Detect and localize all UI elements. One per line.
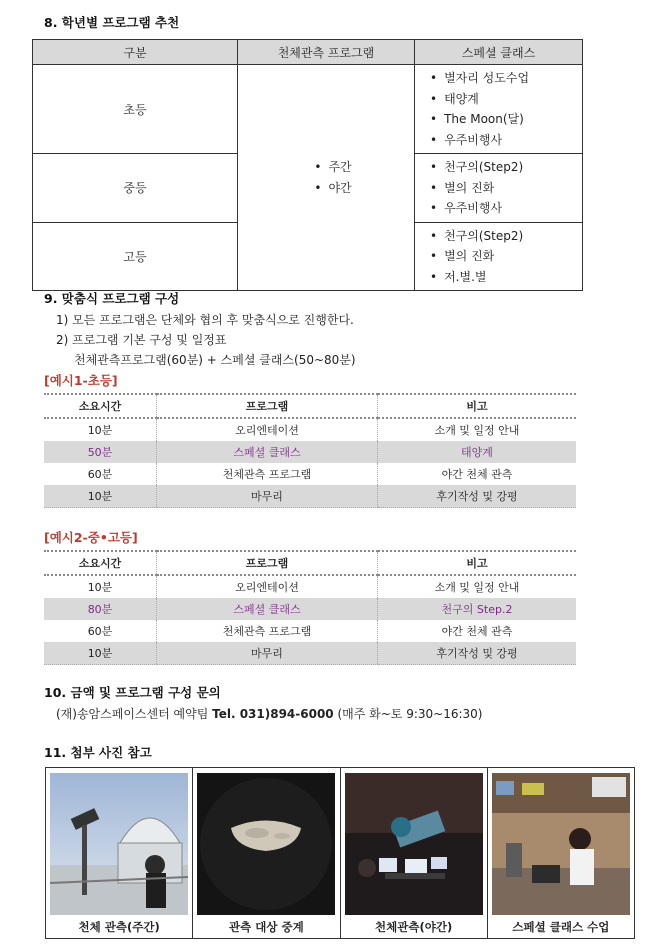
section8-heading: 8. 학년별 프로그램 추천 bbox=[44, 15, 180, 30]
cell-program: 마무리 bbox=[157, 642, 378, 665]
table-row bbox=[44, 463, 576, 485]
class-item: • 태양계 bbox=[430, 89, 581, 110]
class-item: • 별의 진화 bbox=[430, 178, 581, 199]
custom-item-2: 2) 프로그램 기본 구성 및 일정표 bbox=[56, 333, 227, 347]
cell-time: 10분 bbox=[44, 485, 157, 508]
class-item: • 별의 진화 bbox=[430, 246, 581, 267]
col-header-observation: 천체관측 프로그램 bbox=[238, 40, 415, 65]
example1-title: [예시1-초등] bbox=[44, 373, 118, 388]
contact-hours: (매주 화~토 9:30~16:30) bbox=[333, 707, 483, 721]
table-row bbox=[44, 642, 576, 665]
contact-tel: Tel. 031)894-6000 bbox=[212, 707, 334, 721]
grade-program-table bbox=[32, 39, 583, 291]
sched-header-note: 비고 bbox=[378, 551, 577, 575]
cell-note: 야간 천체 관측 bbox=[378, 463, 577, 485]
cell-time: 60분 bbox=[87, 468, 113, 481]
cell-note: 후기작성 및 강평 bbox=[378, 485, 577, 508]
table-row bbox=[44, 598, 576, 620]
cell-program: 천체관측 프로그램 bbox=[157, 463, 378, 485]
program-night: • 야간 bbox=[314, 178, 351, 199]
cell-program: 오리엔테이션 bbox=[157, 418, 378, 441]
contact-org: (재)송암스페이스센터 예약팀 bbox=[56, 707, 213, 721]
col-header-special: 스페셜 클래스 bbox=[415, 40, 583, 65]
custom-item-2-sub: 천체관측프로그램(60분) + 스페셜 클래스(50~80분) bbox=[74, 353, 356, 367]
cell-program: 마무리 bbox=[157, 485, 378, 508]
photo-caption: 관측 대상 중계 bbox=[229, 920, 304, 934]
photo-special-class bbox=[492, 773, 630, 915]
example2-title: [예시2-중•고등] bbox=[44, 530, 138, 545]
custom-item-1: 1) 모든 프로그램은 단체와 협의 후 맞춤식으로 진행한다. bbox=[56, 313, 354, 327]
class-item: • 천구의(Step2) bbox=[430, 157, 581, 178]
section9-heading: 9. 맞춤식 프로그램 구성 bbox=[44, 291, 180, 306]
cell-time: 10분 bbox=[87, 581, 113, 594]
classes-middle bbox=[415, 154, 583, 223]
observation-programs bbox=[238, 65, 415, 291]
class-item: • 우주비행사 bbox=[430, 198, 581, 219]
class-item: • 저.별.별 bbox=[430, 267, 581, 288]
cell-time: 80분 bbox=[44, 598, 157, 620]
table-row bbox=[44, 441, 576, 463]
cell-time: 10분 bbox=[44, 642, 157, 665]
grade-middle: 중등 bbox=[33, 154, 238, 223]
cell-program: 스페셜 클래스 bbox=[157, 441, 378, 463]
class-item: • 별자리 성도수업 bbox=[430, 68, 581, 89]
contact-line bbox=[56, 705, 482, 722]
photo-cell-day-observation bbox=[46, 768, 193, 938]
table-row bbox=[44, 485, 576, 508]
class-item: • The Moon(달) bbox=[430, 109, 581, 130]
sched-header-time: 소요시간 bbox=[44, 394, 157, 418]
classes-elementary bbox=[415, 65, 583, 154]
program-day: • 주간 bbox=[314, 157, 351, 178]
cell-time: 10분 bbox=[87, 424, 113, 437]
sched-header-program: 프로그램 bbox=[157, 394, 378, 418]
photo-day-observation bbox=[50, 773, 188, 915]
cell-time: 50분 bbox=[44, 441, 157, 463]
photo-grid bbox=[45, 767, 635, 939]
grade-high: 고등 bbox=[33, 222, 238, 291]
photo-cell-special-class bbox=[488, 768, 634, 938]
cell-note: 소개 및 일정 안내 bbox=[378, 418, 577, 441]
photo-live-view bbox=[197, 773, 335, 915]
photo-night-observation bbox=[345, 773, 483, 915]
cell-note: 소개 및 일정 안내 bbox=[378, 575, 577, 598]
photo-caption: 천체관측(야간) bbox=[375, 920, 453, 934]
section11-heading: 11. 첨부 사진 참고 bbox=[44, 745, 152, 760]
cell-program: 천체관측 프로그램 bbox=[157, 620, 378, 642]
photo-caption: 천체 관측(주간) bbox=[78, 920, 160, 934]
cell-program: 오리엔테이션 bbox=[157, 575, 378, 598]
example1-schedule-table bbox=[44, 393, 576, 508]
sched-header-program: 프로그램 bbox=[157, 551, 378, 575]
cell-time: 60분 bbox=[87, 625, 113, 638]
classes-high bbox=[415, 222, 583, 291]
col-header-grade: 구분 bbox=[33, 40, 238, 65]
cell-note: 태양계 bbox=[378, 441, 577, 463]
example2-schedule-table bbox=[44, 550, 576, 665]
cell-note: 야간 천체 관측 bbox=[378, 620, 577, 642]
table-row bbox=[44, 418, 576, 441]
photo-caption: 스페셜 클래스 수업 bbox=[512, 920, 610, 934]
table-row bbox=[44, 575, 576, 598]
photo-cell-night-observation bbox=[341, 768, 488, 938]
cell-note: 천구의 Step.2 bbox=[378, 598, 577, 620]
class-item: • 우주비행사 bbox=[430, 130, 581, 151]
class-item: • 천구의(Step2) bbox=[430, 226, 581, 247]
table-row bbox=[44, 620, 576, 642]
cell-note: 후기작성 및 강평 bbox=[378, 642, 577, 665]
section10-heading: 10. 금액 및 프로그램 구성 문의 bbox=[44, 685, 221, 700]
cell-program: 스페셜 클래스 bbox=[157, 598, 378, 620]
sched-header-time: 소요시간 bbox=[44, 551, 157, 575]
sched-header-note: 비고 bbox=[378, 394, 577, 418]
grade-elementary: 초등 bbox=[33, 65, 238, 154]
photo-cell-live-view bbox=[193, 768, 340, 938]
